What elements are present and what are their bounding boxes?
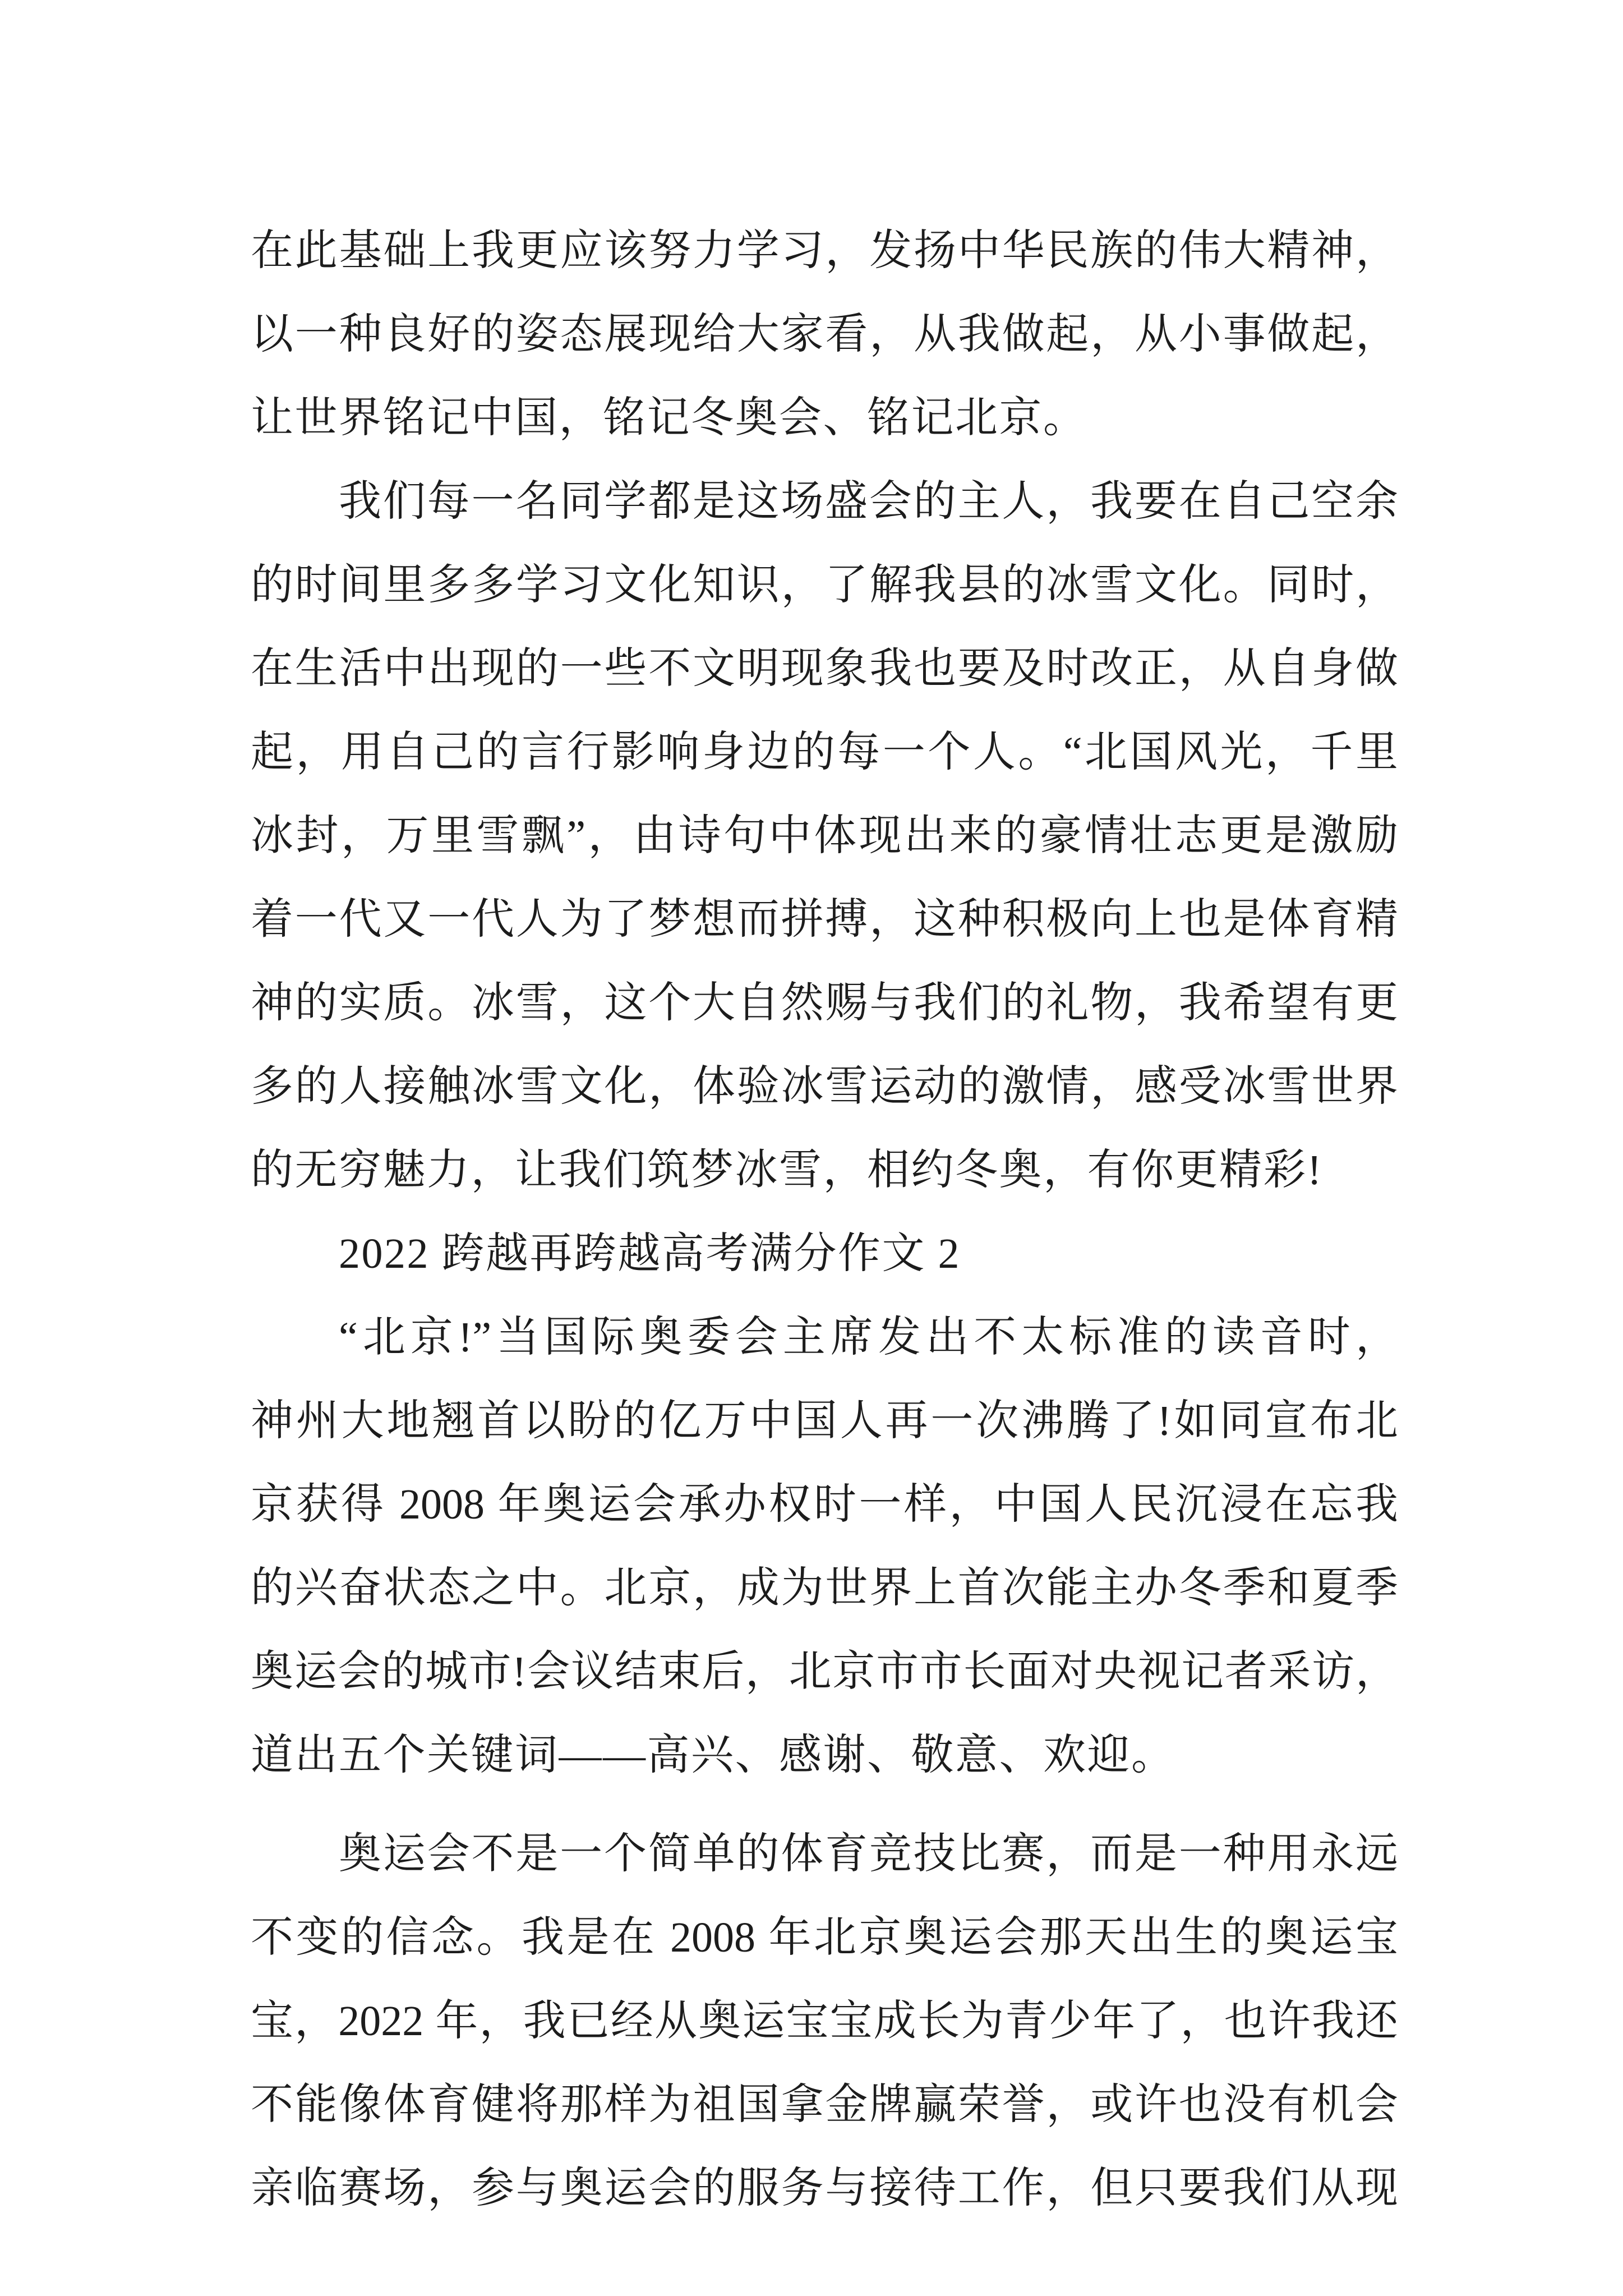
text-line: “北京!”当国际奥委会主席发出不太标准的读音时， [339, 1314, 1398, 1361]
text-line: 的时间里多多学习文化知识，了解我县的冰雪文化。同时， [251, 562, 1398, 609]
document-body [251, 209, 1398, 2230]
text-line: 我们每一名同学都是这场盛会的主人，我要在自己空余 [339, 478, 1398, 525]
text-line: 不变的信念。我是在 2008 年北京奥运会那天出生的奥运宝 [251, 1914, 1398, 1961]
text-line: 京获得 2008 年奥运会承办权时一样，中国人民沉浸在忘我 [251, 1481, 1398, 1528]
text-line: 神的实质。冰雪，这个大自然赐与我们的礼物，我希望有更 [251, 979, 1398, 1027]
text-line: 着一代又一代人为了梦想而拼搏，这种积极向上也是体育精 [251, 896, 1398, 943]
text-line: 宝，2022 年，我已经从奥运宝宝成长为青少年了，也许我还 [251, 1998, 1398, 2045]
text-line: 以一种良好的姿态展现给大家看，从我做起，从小事做起， [251, 311, 1398, 358]
paragraph [251, 460, 1398, 1212]
text-line: 起，用自己的言行影响身边的每一个人。“北国风光，千里 [251, 729, 1398, 776]
text-line: 的兴奋状态之中。北京，成为世界上首次能主办冬季和夏季 [251, 1565, 1398, 1612]
text-line: 冰封，万里雪飘”，由诗句中体现出来的豪情壮志更是激励 [251, 812, 1398, 859]
text-line: 多的人接触冰雪文化，体验冰雪运动的激情，感受冰雪世界 [251, 1063, 1398, 1110]
text-line: 奥运会的城市!会议结束后，北京市市长面对央视记者采访， [251, 1648, 1398, 1695]
paragraph [251, 1812, 1398, 2230]
text-line: 亲临赛场，参与奥运会的服务与接待工作，但只要我们从现 [251, 2165, 1398, 2212]
text-line: 不能像体育健将那样为祖国拿金牌赢荣誉，或许也没有机会 [251, 2081, 1398, 2128]
text-line: 道出五个关键词——高兴、感谢、敬意、欢迎。 [251, 1732, 1175, 1779]
text-line: 在生活中出现的一些不文明现象我也要及时改正，从自身做 [251, 645, 1398, 692]
text-line: 在此基础上我更应该努力学习，发扬中华民族的伟大精神， [251, 227, 1398, 274]
paragraph [251, 209, 1398, 460]
text-line: 神州大地翘首以盼的亿万中国人再一次沸腾了!如同宣布北 [251, 1397, 1398, 1444]
text-line: 的无穷魅力，让我们筑梦冰雪，相约冬奥，有你更精彩! [251, 1147, 1323, 1194]
text-line: 奥运会不是一个简单的体育竞技比赛，而是一种用永远 [339, 1830, 1398, 1878]
text-line: 让世界铭记中国，铭记冬奥会、铭记北京。 [251, 394, 1087, 441]
paragraph [251, 1296, 1398, 1797]
section-title: 2022 跨越再跨越高考满分作文 2 [339, 1230, 961, 1277]
